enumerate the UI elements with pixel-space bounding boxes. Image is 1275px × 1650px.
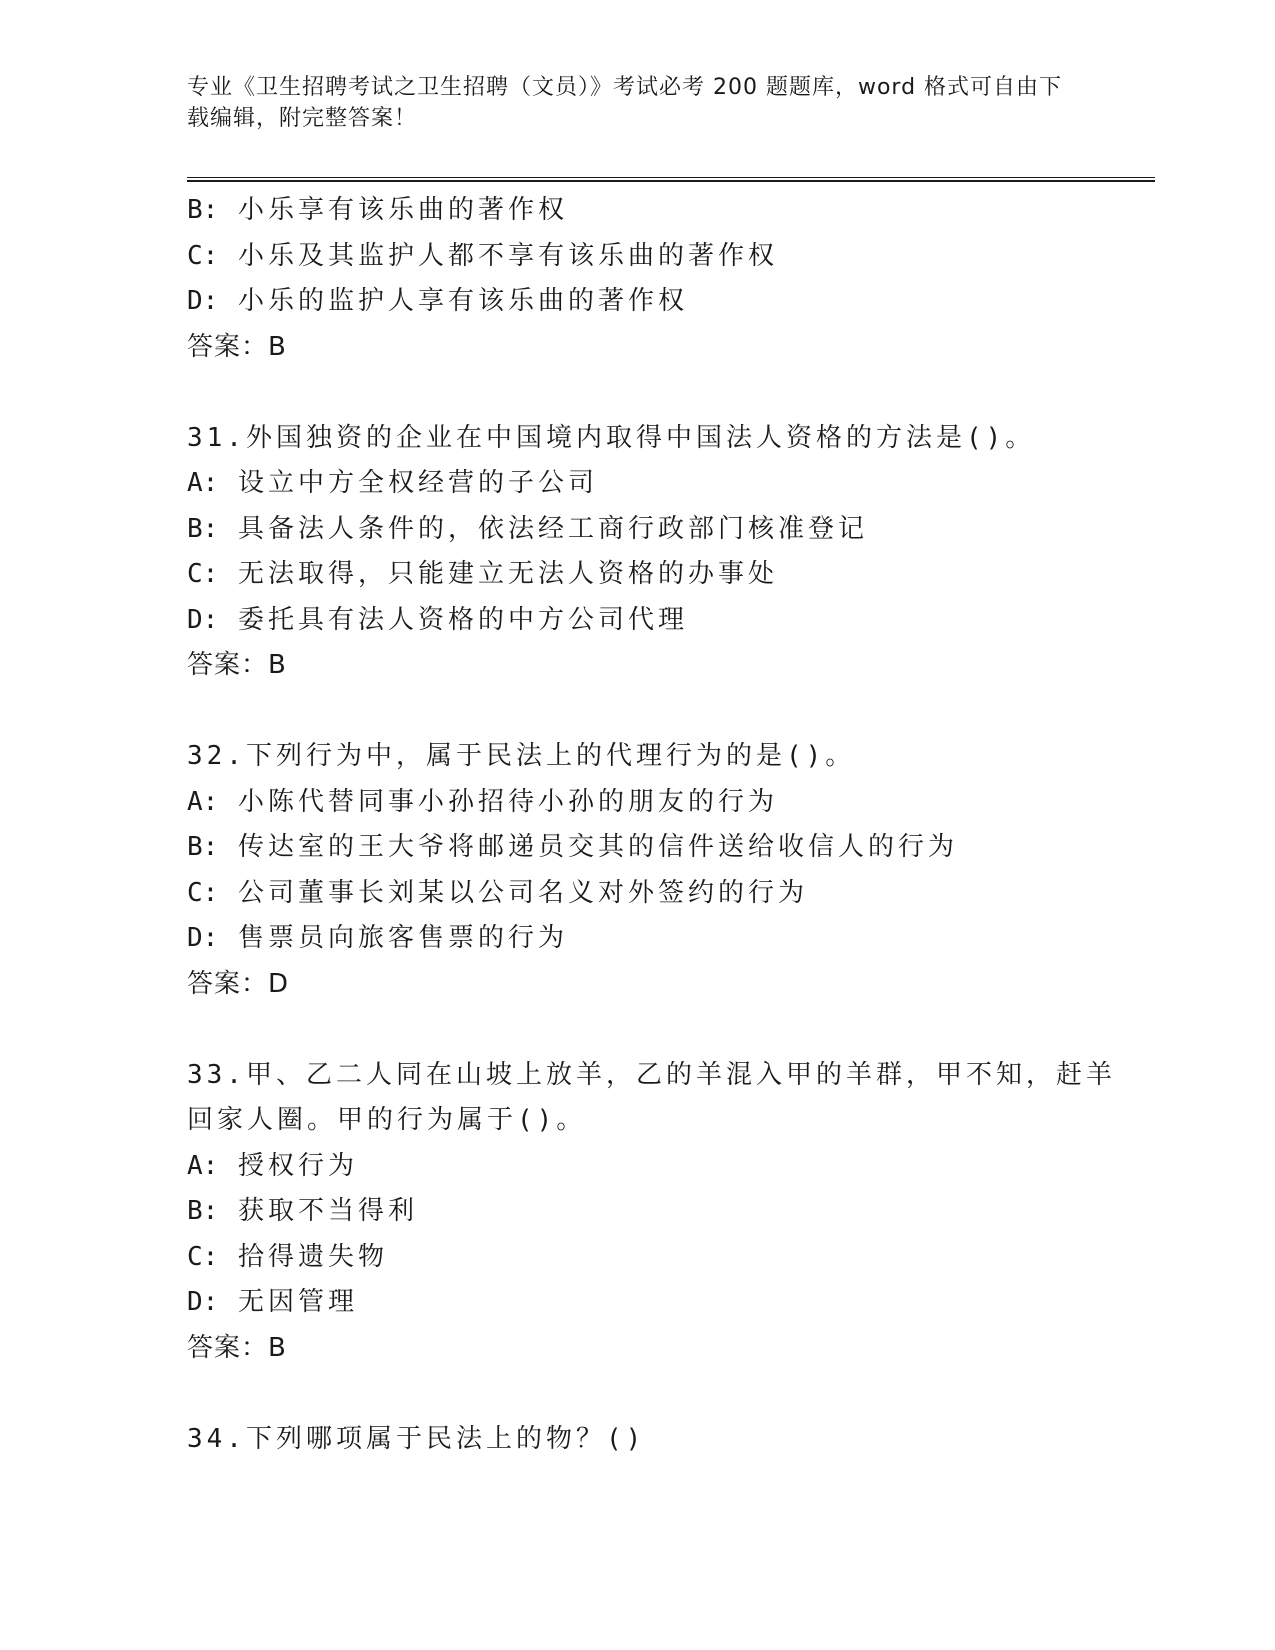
option-b: B: 传达室的王大爷将邮递员交其的信件送给收信人的行为 — [187, 832, 958, 862]
question-stem: 34.下列哪项属于民法上的物？() — [187, 1423, 646, 1454]
document-header: 专业《卫生招聘考试之卫生招聘（文员）》考试必考 200 题题库，word 格式可自由下载编辑，附完整答案！ — [187, 75, 1063, 131]
option-c: C: 公司董事长刘某以公司名义对外签约的行为 — [187, 877, 808, 908]
option-c: C: 无法取得，只能建立无法人资格的办事处 — [187, 559, 778, 589]
option-d: D: 委托具有法人资格的中方公司代理 — [187, 604, 688, 635]
option-b: B: 获取不当得利 — [187, 1196, 418, 1226]
option-a: A: 授权行为 — [187, 1150, 358, 1181]
question-stem: 32.下列行为中，属于民法上的代理行为的是()。 — [187, 741, 856, 771]
answer-line: 答案：B — [187, 1332, 287, 1363]
option-b: B: 小乐享有该乐曲的著作权 — [187, 195, 568, 225]
option-b: B: 具备法人条件的，依法经工商行政部门核准登记 — [187, 513, 868, 544]
option-d: D: 售票员向旅客售票的行为 — [187, 923, 568, 953]
question-list — [187, 188, 1147, 1462]
question-stem-continued: 回家人圈。甲的行为属于()。 — [187, 1105, 587, 1135]
option-c: C: 小乐及其监护人都不享有该乐曲的著作权 — [187, 240, 778, 271]
answer-line: 答案：B — [187, 331, 287, 362]
question-stem: 33.甲、乙二人同在山坡上放羊，乙的羊混入甲的羊群，甲不知，赶羊 — [187, 1059, 1116, 1090]
option-a: A: 小陈代替同事小孙招待小孙的朋友的行为 — [187, 786, 778, 817]
option-d: D: 无因管理 — [187, 1287, 358, 1317]
header-divider — [187, 177, 1155, 182]
option-c: C: 拾得遗失物 — [187, 1241, 388, 1272]
option-d: D: 小乐的监护人享有该乐曲的著作权 — [187, 286, 688, 316]
answer-line: 答案：D — [187, 968, 290, 999]
answer-line: 答案：B — [187, 650, 287, 680]
option-a: A: 设立中方全权经营的子公司 — [187, 468, 598, 498]
question-stem: 31.外国独资的企业在中国境内取得中国法人资格的方法是()。 — [187, 422, 1036, 453]
